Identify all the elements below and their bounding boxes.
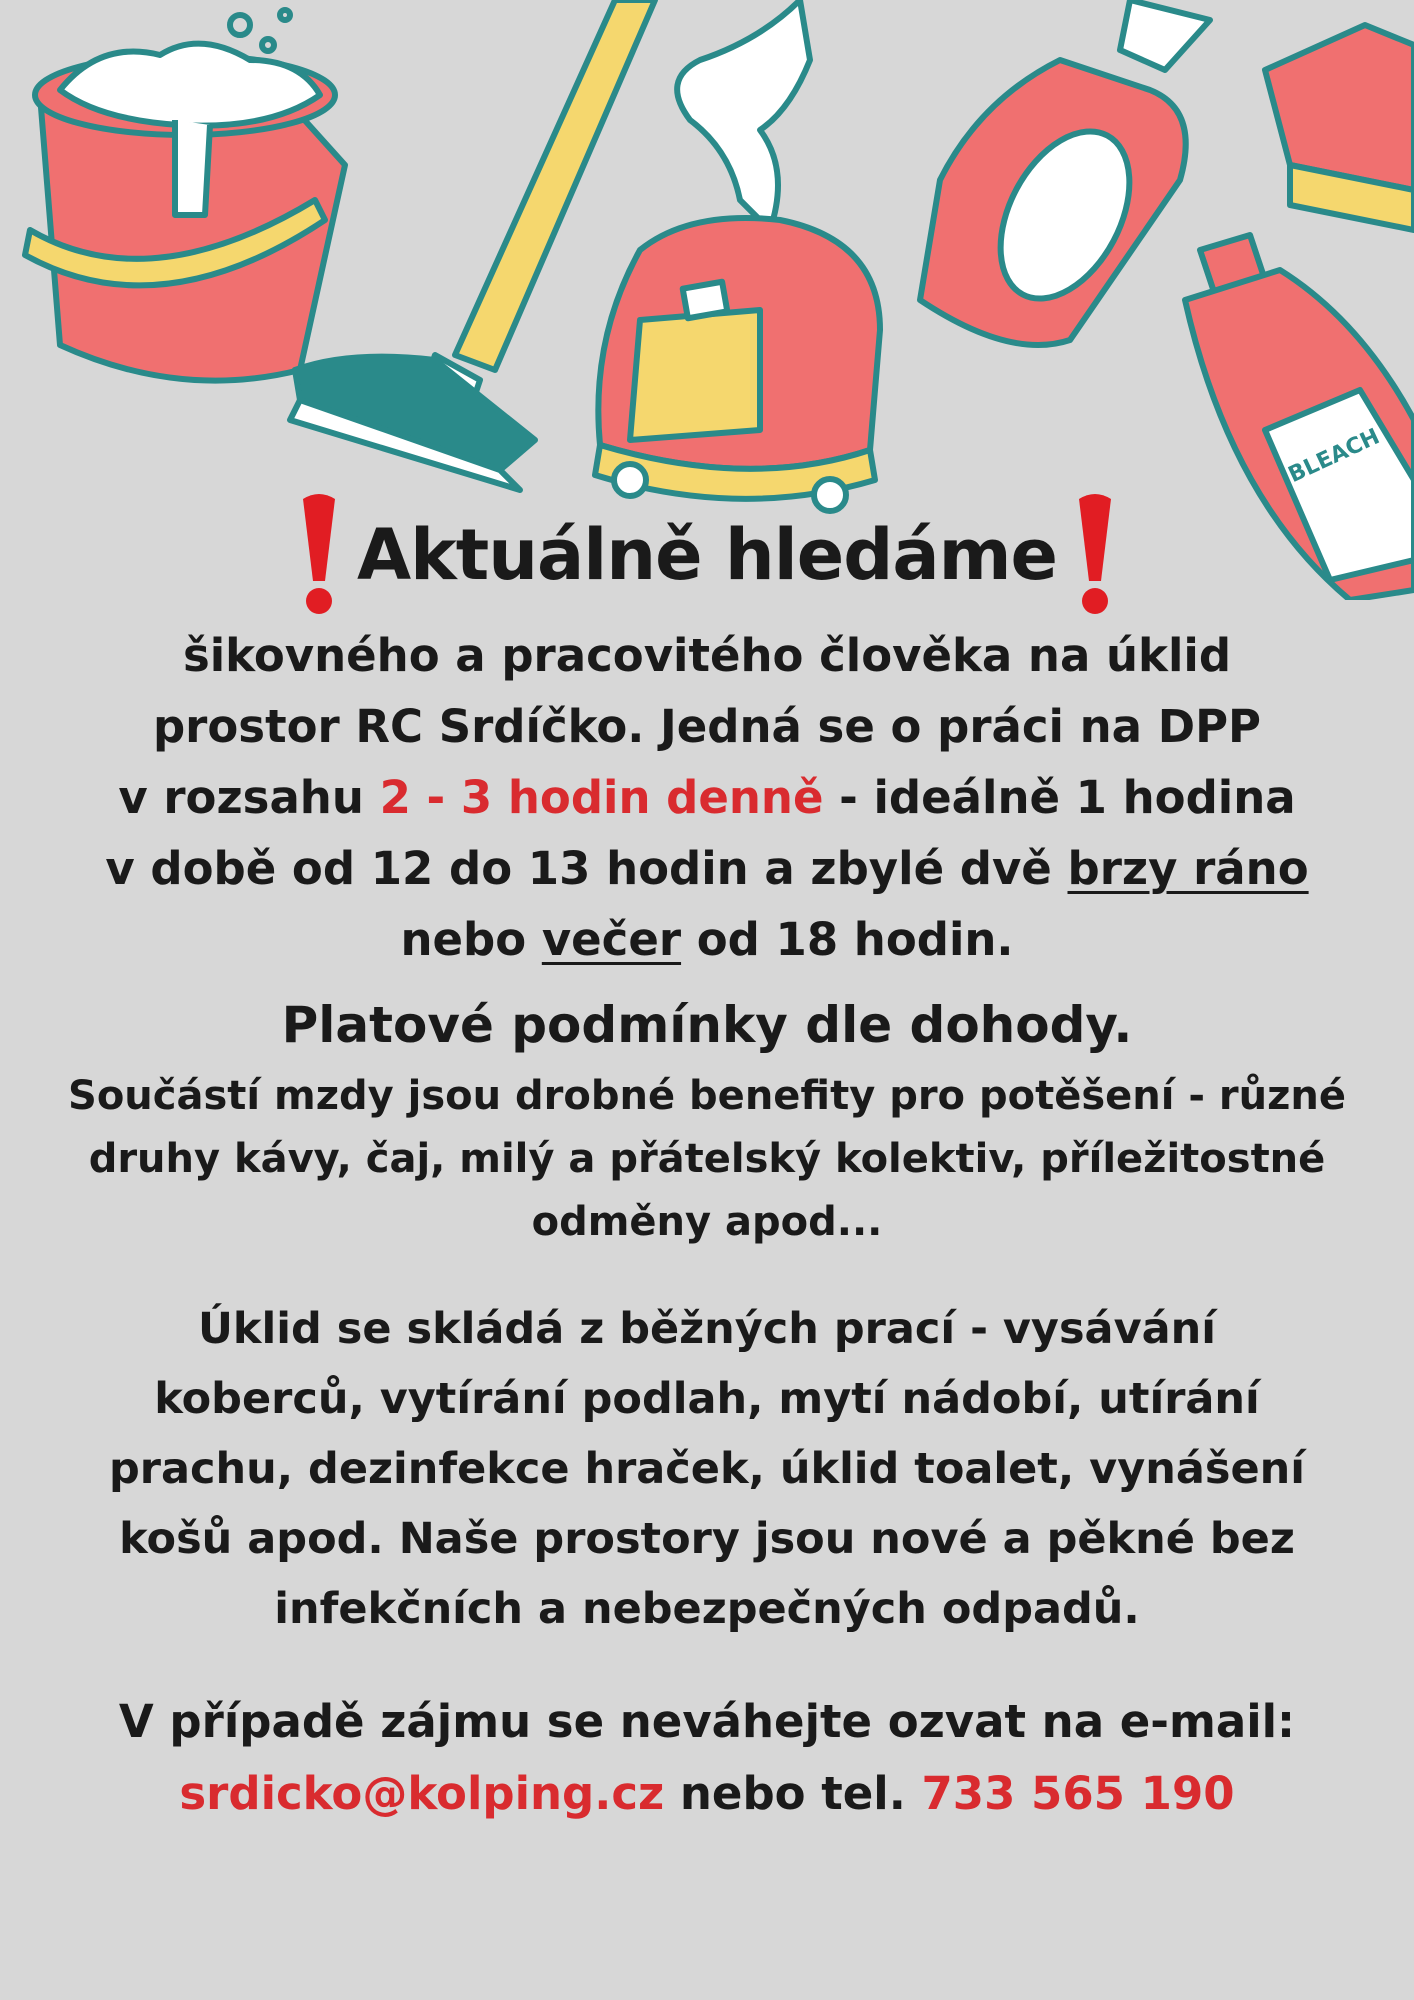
intro-line: v rozsahu — [118, 771, 380, 824]
tasks-line: infekčních a nebezpečných odpadů. — [274, 1584, 1140, 1634]
tasks-line: Úklid se skládá z běžných prací - vysávání — [198, 1304, 1216, 1354]
intro-line: - ideálně 1 hodina — [823, 771, 1296, 824]
intro-line: od 18 hodin. — [681, 913, 1014, 966]
benefits-text — [40, 1065, 1374, 1254]
hours-highlight: 2 - 3 hodin denně — [379, 771, 824, 824]
benefits-line: Součástí mzdy jsou drobné benefity pro potěšení - různé — [68, 1073, 1346, 1119]
tasks-line: košů apod. Naše prostory jsou nové a pěkné bez — [119, 1514, 1295, 1564]
intro-line: šikovného a pracovitého člověka na úklid — [182, 629, 1232, 682]
vacuum-cleaner-icon — [595, 0, 880, 511]
contact-line: nebo tel. — [664, 1767, 922, 1820]
benefits-line: odměny apod... — [531, 1199, 883, 1245]
contact-email-link[interactable]: srdicko@kolping.cz — [179, 1767, 665, 1820]
poster-content — [40, 490, 1374, 1830]
bucket-icon — [25, 10, 345, 381]
tasks-line: prachu, dezinfekce hraček, úklid toalet, vynášení — [109, 1444, 1305, 1494]
headline-text: Aktuálně hledáme — [357, 514, 1057, 596]
early-morning-underlined: brzy ráno — [1067, 842, 1309, 895]
contact-text — [40, 1686, 1374, 1830]
exclamation-icon — [299, 493, 339, 617]
tasks-line: koberců, vytírání podlah, mytí nádobí, utírání — [154, 1374, 1260, 1424]
intro-line: v době od 12 do 13 hodin a zbylé dvě — [105, 842, 1068, 895]
evening-underlined: večer — [541, 913, 682, 966]
benefits-line: druhy kávy, čaj, milý a přátelský kolektiv, příležitostné — [88, 1136, 1326, 1182]
exclamation-icon — [1075, 493, 1115, 617]
scrub-brush-icon — [1265, 25, 1414, 230]
detergent-bottle-icon — [920, 0, 1210, 345]
intro-line: prostor RC Srdíčko. Jedná se o práci na DPP — [152, 700, 1262, 753]
contact-line: V případě zájmu se neváhejte ozvat na e-mail: — [118, 1695, 1296, 1748]
bleach-label: BLEACH — [1284, 424, 1384, 489]
intro-line: nebo — [400, 913, 542, 966]
tasks-text — [40, 1294, 1374, 1644]
contact-phone-link[interactable]: 733 565 190 — [921, 1767, 1235, 1820]
job-description — [40, 620, 1374, 975]
headline — [40, 490, 1374, 620]
salary-heading: Platové podmínky dle dohody. — [281, 996, 1133, 1054]
